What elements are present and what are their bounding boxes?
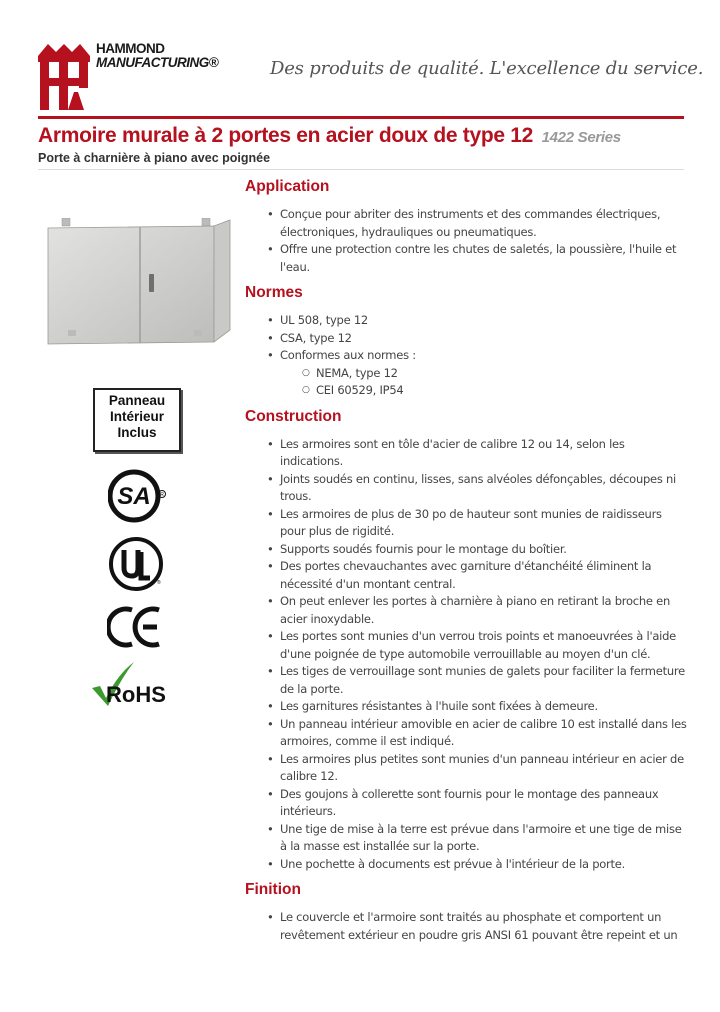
series-label: 1422 Series	[541, 129, 621, 146]
brand-line2: MANUFACTURING®	[96, 55, 219, 70]
section-title-construction: Construction	[245, 407, 342, 425]
list-item: • Un panneau intérieur amovible en acier de calibre 10 est installé dans les armoires, comme il est indiqué.	[280, 716, 690, 751]
list-item: • UL 508, type 12	[280, 312, 690, 330]
list-item: • Les armoires sont en tôle d'acier de calibre 12 ou 14, selon les indications.	[280, 436, 690, 471]
panneau-interieur-badge	[93, 388, 181, 452]
list-item: • CSA, type 12	[280, 330, 690, 348]
panneau-line1: Panneau	[108, 393, 166, 408]
list-item: • Les garnitures résistantes à l'huile sont fixées à demeure.	[280, 698, 690, 716]
subtitle-divider	[38, 169, 684, 170]
list-item: • Supports soudés fournis pour le montage du boîtier.	[280, 541, 690, 559]
list-item: • Les tiges de verrouillage sont munies de galets pour faciliter la fermeture de la porte.	[280, 663, 690, 698]
section-application	[245, 178, 690, 276]
list-item: • Joints soudés en continu, lisses, sans alvéoles défonçables, découpes ni trous.	[280, 471, 690, 506]
section-title-normes: Normes	[245, 284, 303, 301]
brand-name	[96, 42, 218, 70]
tagline: Des produits de qualité. L'excellence du service.	[270, 58, 704, 79]
list-item: • Une pochette à documents est prévue à l'intérieur de la porte.	[280, 856, 690, 874]
page-subtitle: Porte à charnière à piano avec poignée	[38, 151, 271, 165]
page-title	[38, 124, 621, 148]
section-finition	[245, 881, 690, 944]
svg-text:R: R	[160, 492, 164, 498]
rohs-compliance-icon	[90, 660, 185, 710]
section-construction	[245, 408, 690, 874]
title-text: Armoire murale à 2 portes en acier doux de type 12	[38, 124, 534, 147]
csa-certification-icon	[108, 466, 168, 526]
list-item-text: Conformes aux normes :	[280, 348, 416, 362]
panneau-line2: Intérieur	[109, 409, 164, 424]
normes-sublist	[280, 365, 690, 400]
list-item: • Le couvercle et l'armoire sont traités au phosphate et comportent un revêtement extérieur en poudre gris ANSI 61 pouvant être repeint et un	[280, 909, 690, 944]
construction-list	[245, 436, 690, 874]
header-divider	[38, 116, 684, 119]
list-item: • Les portes sont munies d'un verrou trois points et manoeuvrées à l'aide d'une poignée de type automobile verrouillable au moyen d'un clé.	[280, 628, 690, 663]
section-normes	[245, 284, 690, 400]
panneau-line3: Inclus	[117, 425, 157, 440]
list-item: • Les armoires de plus de 30 po de hauteur sont munies de raidisseurs pour plus de rigidité.	[280, 506, 690, 541]
ul-certification-icon	[108, 536, 164, 592]
sub-list-item: ○ CEI 60529, IP54	[316, 382, 690, 400]
list-item: • Conçue pour abriter des instruments et des commandes électriques, électroniques, hydrauliques ou pneumatiques.	[280, 206, 690, 241]
hammond-logo-icon	[38, 42, 90, 112]
list-item: • Des portes chevauchantes avec garniture d'étanchéité éliminent la nécessité d'un montant central.	[280, 558, 690, 593]
list-item: • On peut enlever les portes à charnière à piano en retirant la broche en acier inoxydable.	[280, 593, 690, 628]
brand-line1: HAMMOND	[96, 41, 165, 56]
svg-text:RoHS: RoHS	[106, 682, 166, 707]
sub-list-item: ○ NEMA, type 12	[316, 365, 690, 383]
list-item: • Offre une protection contre les chutes de saletés, la poussière, l'huile et l'eau.	[280, 241, 690, 276]
cabinet-product-image	[44, 218, 234, 346]
list-item: • Des goujons à collerette sont fournis pour le montage des panneaux intérieurs.	[280, 786, 690, 821]
content-column	[245, 178, 690, 952]
list-item: • Les armoires plus petites sont munies d'un panneau intérieur en acier de calibre 12.	[280, 751, 690, 786]
application-list	[245, 206, 690, 276]
svg-text:®: ®	[157, 580, 161, 586]
normes-list	[245, 312, 690, 400]
section-title-application: Application	[245, 178, 330, 195]
list-item: • Une tige de mise à la terre est prévue dans l'armoire et une tige de mise à la masse est installée sur la porte.	[280, 821, 690, 856]
ce-mark-icon	[107, 604, 163, 650]
section-title-finition: Finition	[245, 881, 301, 898]
svg-text:SA: SA	[117, 483, 151, 510]
list-item	[280, 347, 690, 400]
finition-list	[245, 909, 690, 944]
